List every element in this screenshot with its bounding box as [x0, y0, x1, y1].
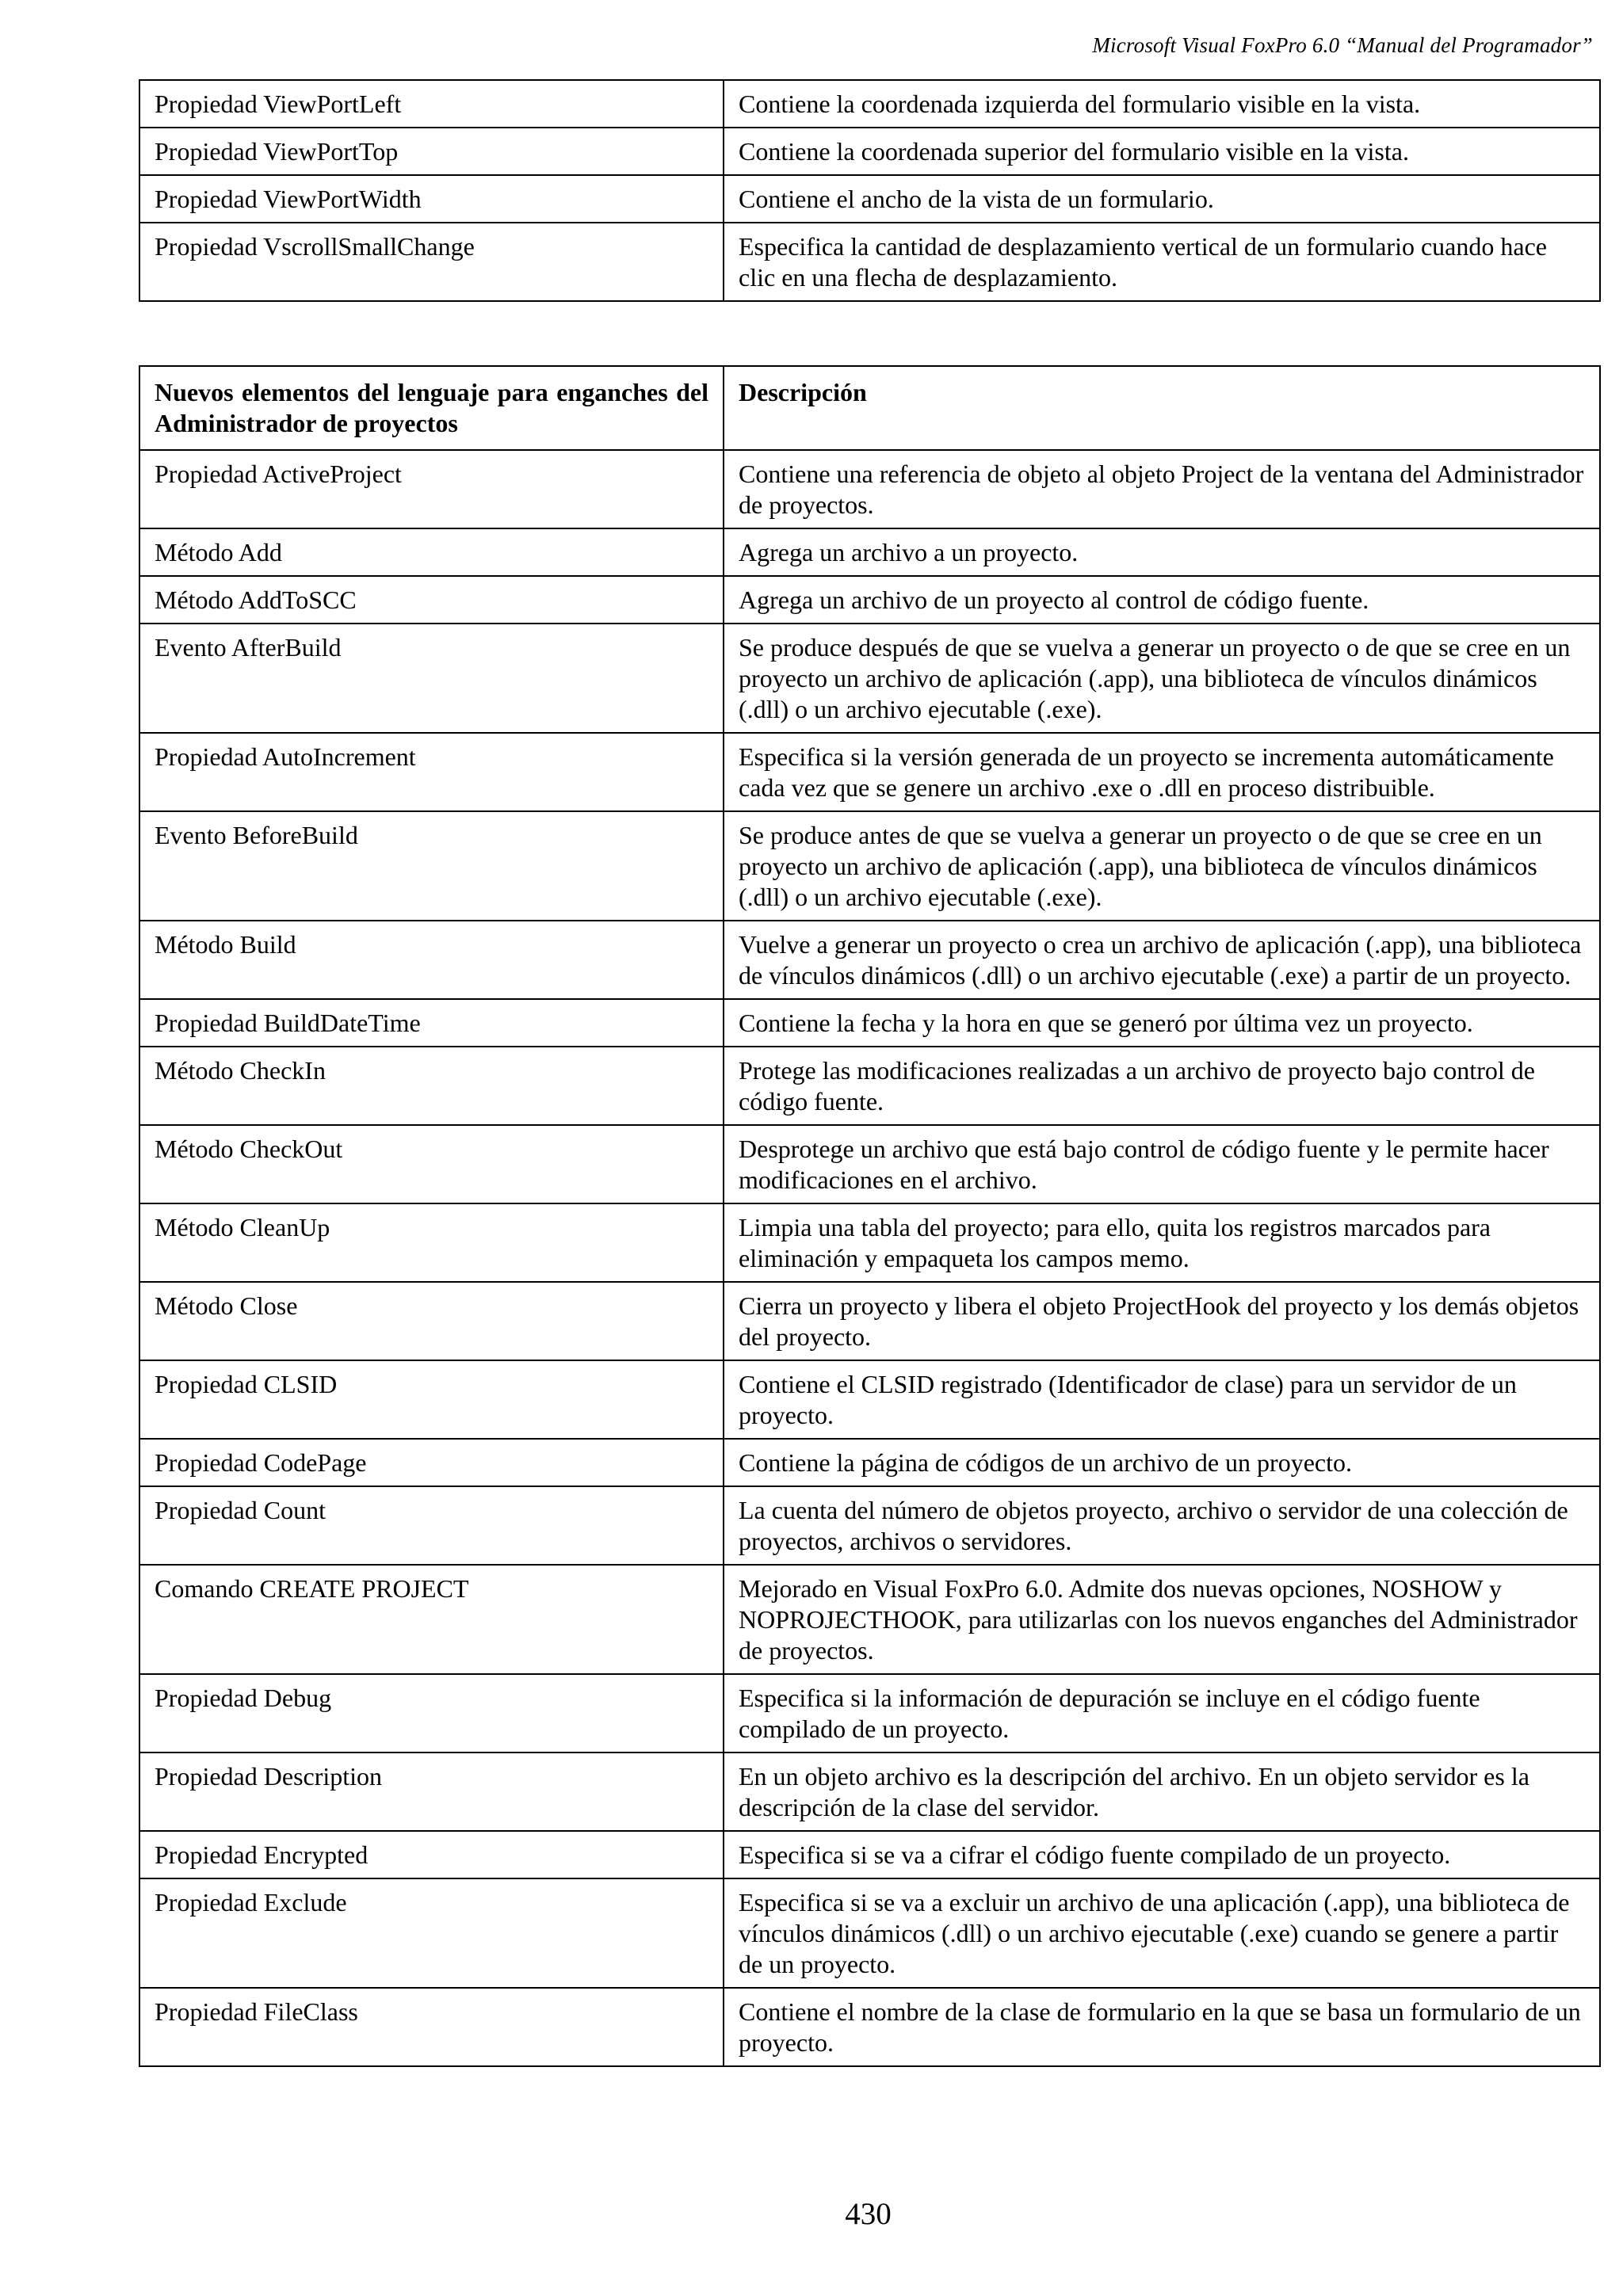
description-cell: En un objeto archivo es la descripción del archivo. En un objeto servidor es la descripción de la clase del servidor.: [724, 1753, 1600, 1831]
table-row: [139, 450, 1600, 528]
element-name-cell: Propiedad ActiveProject: [139, 450, 724, 528]
element-name-cell: Comando CREATE PROJECT: [139, 1565, 724, 1674]
table-row: [139, 1360, 1600, 1439]
table-row: [139, 999, 1600, 1047]
table-row: [139, 624, 1600, 733]
table-row: [139, 1203, 1600, 1282]
element-name-cell: Método CleanUp: [139, 1203, 724, 1282]
element-name-cell: Método Add: [139, 528, 724, 576]
table-row: [139, 1878, 1600, 1988]
table-row: [139, 1125, 1600, 1203]
element-name-cell: Propiedad AutoIncrement: [139, 733, 724, 811]
description-cell: Se produce antes de que se vuelva a generar un proyecto o de que se cree en un proyecto un archivo de aplicación (.app), una biblioteca de vínculos dinámicos (.dll) o un archivo ejecutable (.exe).: [724, 811, 1600, 921]
table-row: [139, 80, 1600, 128]
description-cell: Se produce después de que se vuelva a generar un proyecto o de que se cree en un proyecto un archivo de aplicación (.app), una biblioteca de vínculos dinámicos (.dll) o un archivo ejecutable (.exe).: [724, 624, 1600, 733]
description-cell: Agrega un archivo de un proyecto al control de código fuente.: [724, 576, 1600, 624]
element-name-cell: Propiedad VscrollSmallChange: [139, 223, 724, 301]
description-cell: Especifica si la información de depuración se incluye en el código fuente compilado de un proyecto.: [724, 1674, 1600, 1753]
element-name-cell: Propiedad Debug: [139, 1674, 724, 1753]
table-row: [139, 1282, 1600, 1360]
element-name-cell: Propiedad ViewPortLeft: [139, 80, 724, 128]
description-cell: Contiene la coordenada superior del formulario visible en la vista.: [724, 128, 1600, 175]
column-header-description: Descripción: [724, 366, 1600, 450]
description-cell: La cuenta del número de objetos proyecto, archivo o servidor de una colección de proyectos, archivos o servidores.: [724, 1486, 1600, 1565]
element-name-cell: Método AddToSCC: [139, 576, 724, 624]
table-body: [139, 80, 1600, 301]
description-cell: Especifica la cantidad de desplazamiento vertical de un formulario cuando hace clic en una flecha de desplazamiento.: [724, 223, 1600, 301]
table-row: [139, 1753, 1600, 1831]
table-row: [139, 1565, 1600, 1674]
element-name-cell: Método CheckIn: [139, 1047, 724, 1125]
element-name-cell: Propiedad FileClass: [139, 1988, 724, 2066]
table-row: [139, 1674, 1600, 1753]
table-row: [139, 128, 1600, 175]
description-cell: Contiene el nombre de la clase de formulario en la que se basa un formulario de un proyecto.: [724, 1988, 1600, 2066]
table-row: [139, 576, 1600, 624]
element-name-cell: Propiedad ViewPortTop: [139, 128, 724, 175]
element-name-cell: Propiedad Count: [139, 1486, 724, 1565]
description-cell: Contiene una referencia de objeto al objeto Project de la ventana del Administrador de proyectos.: [724, 450, 1600, 528]
element-name-cell: Propiedad Description: [139, 1753, 724, 1831]
description-cell: Contiene el CLSID registrado (Identificador de clase) para un servidor de un proyecto.: [724, 1360, 1600, 1439]
table-row: [139, 175, 1600, 223]
description-cell: Contiene la página de códigos de un archivo de un proyecto.: [724, 1439, 1600, 1486]
description-cell: Cierra un proyecto y libera el objeto ProjectHook del proyecto y los demás objetos del proyecto.: [724, 1282, 1600, 1360]
description-cell: Contiene la fecha y la hora en que se generó por última vez un proyecto.: [724, 999, 1600, 1047]
table-header: [139, 366, 1600, 450]
description-cell: Contiene la coordenada izquierda del formulario visible en la vista.: [724, 80, 1600, 128]
element-name-cell: Propiedad Encrypted: [139, 1831, 724, 1878]
table-row: [139, 921, 1600, 999]
table-body: [139, 450, 1600, 2066]
column-header-element: Nuevos elementos del lenguaje para enganches del Administrador de proyectos: [139, 366, 724, 450]
description-cell: Agrega un archivo a un proyecto.: [724, 528, 1600, 576]
description-cell: Desprotege un archivo que está bajo control de código fuente y le permite hacer modificaciones en el archivo.: [724, 1125, 1600, 1203]
description-cell: Mejorado en Visual FoxPro 6.0. Admite dos nuevas opciones, NOSHOW y NOPROJECTHOOK, para utilizarlas con los nuevos enganches del Administrador de proyectos.: [724, 1565, 1600, 1674]
element-name-cell: Evento BeforeBuild: [139, 811, 724, 921]
description-cell: Especifica si se va a cifrar el código fuente compilado de un proyecto.: [724, 1831, 1600, 1878]
description-cell: Vuelve a generar un proyecto o crea un archivo de aplicación (.app), una biblioteca de vínculos dinámicos (.dll) o un archivo ejecutable (.exe) a partir de un proyecto.: [724, 921, 1600, 999]
table-row: [139, 1439, 1600, 1486]
description-cell: Especifica si la versión generada de un proyecto se incrementa automáticamente cada vez que se genere un archivo .exe o .dll en proceso distribuible.: [724, 733, 1600, 811]
description-cell: Limpia una tabla del proyecto; para ello, quita los registros marcados para eliminación y empaqueta los campos memo.: [724, 1203, 1600, 1282]
table-row: [139, 1486, 1600, 1565]
table-row: [139, 811, 1600, 921]
table-row: [139, 733, 1600, 811]
element-name-cell: Propiedad BuildDateTime: [139, 999, 724, 1047]
table-row: [139, 1831, 1600, 1878]
element-name-cell: Propiedad CLSID: [139, 1360, 724, 1439]
element-name-cell: Propiedad ViewPortWidth: [139, 175, 724, 223]
element-name-cell: Propiedad CodePage: [139, 1439, 724, 1486]
properties-table-continued: [139, 79, 1601, 302]
table-row: [139, 223, 1600, 301]
element-name-cell: Método Close: [139, 1282, 724, 1360]
element-name-cell: Evento AfterBuild: [139, 624, 724, 733]
description-cell: Contiene el ancho de la vista de un formulario.: [724, 175, 1600, 223]
table-row: [139, 1047, 1600, 1125]
project-hooks-table: [139, 365, 1601, 2067]
description-cell: Especifica si se va a excluir un archivo de una aplicación (.app), una biblioteca de vínculos dinámicos (.dll) o un archivo ejecutable (.exe) cuando se genere a partir de un proyecto.: [724, 1878, 1600, 1988]
table-row: [139, 528, 1600, 576]
running-header: Microsoft Visual FoxPro 6.0 “Manual del Programador”: [1092, 33, 1593, 57]
description-cell: Protege las modificaciones realizadas a un archivo de proyecto bajo control de código fuente.: [724, 1047, 1600, 1125]
table-row: [139, 1988, 1600, 2066]
page-number: 430: [845, 2197, 892, 2231]
element-name-cell: Método CheckOut: [139, 1125, 724, 1203]
header-row: [139, 366, 1600, 450]
element-name-cell: Método Build: [139, 921, 724, 999]
element-name-cell: Propiedad Exclude: [139, 1878, 724, 1988]
